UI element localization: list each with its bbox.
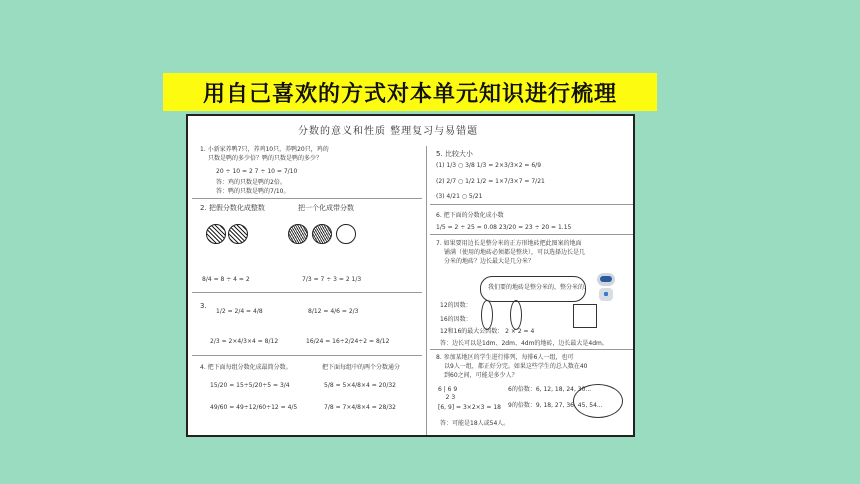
section-7-gcf: 12和16的最大公因数： 2 × 2 = 4: [440, 328, 535, 335]
speech-bubble-text: 我们要的地砖是整分米的，整分米的.: [488, 284, 586, 291]
section-4-formula: 7/8 = 7×4/8×4 = 28/32: [324, 404, 396, 411]
section-8-answer: 答：可能是18人或54人。: [440, 420, 510, 427]
section-5-line: (3) 4/21 ○ 5/21: [436, 193, 483, 200]
section-1-line: 只数是鸭的多少倍？鸭的只数是鸭的多少？: [208, 155, 323, 162]
section-7-factors: 16的因数：: [440, 316, 472, 323]
pie-diagram: [336, 224, 356, 244]
divider: [192, 355, 422, 356]
divider: [430, 204, 633, 205]
division-box: [573, 304, 597, 328]
section-5-line: (1) 1/3 ○ 3/8 1/3 = 2×3/3×2 = 6/9: [436, 162, 542, 169]
section-1-line: 答：鸡的只数是鸭的2倍。: [216, 179, 286, 186]
section-8-multiples: 6的倍数：6, 12, 18, 24, 30...: [508, 386, 592, 393]
section-2-subheading: 把一个化成带分数: [298, 204, 354, 212]
slide-title-banner: [163, 73, 657, 111]
divider: [430, 349, 633, 350]
divider: [192, 292, 422, 293]
section-6-line: 1/5 = 2 ÷ 25 = 0.08 23/20 = 23 ÷ 20 = 1.15: [436, 224, 572, 231]
section-8-line: 以9人一组，都正好分完。如果这些学生的总人数在40: [444, 363, 588, 370]
section-7-line: 铺满（使用的地砖必须都是整块），可以选择边长是几: [444, 249, 586, 256]
section-3-expansion: 1/2 = 2/4 = 4/8: [216, 308, 263, 315]
section-8-lcm: [6, 9] = 3×2×3 = 18: [438, 404, 501, 411]
section-7-answer: 答：边长可以是1dm、2dm、4dm的地砖，边长最大是4dm。: [440, 340, 608, 347]
section-1-line: 20 ÷ 10 = 2 7 ÷ 10 = 7/10: [216, 168, 298, 175]
section-1-line: 1. 小新家养鸭7只，养鸡10只，养鸭20只，鸡的: [200, 146, 329, 153]
section-4-formula: 5/8 = 5×4/8×4 = 20/32: [324, 382, 396, 389]
section-4-formula: 15/20 = 15÷5/20÷5 = 3/4: [210, 382, 290, 389]
pie-diagram: [206, 224, 226, 244]
section-7-line: 分米的地砖？边长最大是几分米？: [444, 258, 535, 265]
section-8-line: 到60之间，可能是多少人？: [444, 372, 518, 379]
section-4-heading: 4. 把下面每组分数化成最简分数。: [200, 364, 292, 371]
section-4-subheading: 把下面每组中的两个分数通分: [322, 364, 401, 371]
section-2-result: 8/4 = 8 ÷ 4 = 2: [202, 276, 250, 283]
divider: [430, 234, 633, 235]
circled-multiples: [573, 384, 623, 418]
section-2-result: 7/3 = 7 ÷ 3 = 2 1/3: [302, 276, 362, 283]
section-5-heading: 5. 比较大小: [436, 150, 473, 158]
column-divider: [426, 146, 427, 436]
section-2-heading: 2. 把假分数化成整数: [200, 204, 265, 212]
section-4-formula: 49/60 = 49÷12/60÷12 = 4/5: [210, 404, 298, 411]
section-1-line: 答：鸭的只数是鸭的7/10。: [216, 188, 290, 195]
worksheet-heading: 分数的意义和性质 整理复习与易错题: [298, 126, 479, 137]
section-7-line: 7. 如果要用边长是整分米的正方形地砖把此图案的地面: [436, 240, 582, 247]
section-3-heading: 3.: [200, 302, 207, 310]
section-3-expansion: 8/12 = 4/6 = 2/3: [308, 308, 359, 315]
section-3-formula: 2/3 = 2×4/3×4 = 8/12: [210, 338, 279, 345]
section-8-line: 8. 参加某地区的学生进行排列，每排6人一组，也可: [436, 354, 574, 361]
slide-title: 用自己喜欢的方式对本单元知识进行梳理: [202, 81, 617, 107]
lcm-work: 6 | 6 9 2 3: [438, 386, 458, 401]
pie-diagram: [312, 224, 332, 244]
section-3-formula: 16/24 = 16÷2/24÷2 = 8/12: [306, 338, 390, 345]
circled-factor: [481, 300, 493, 330]
section-6-heading: 6. 把下面的分数化成小数: [436, 212, 504, 219]
pie-diagram: [288, 224, 308, 244]
section-8-multiples: 9的倍数：9, 18, 27, 36, 45, 54...: [508, 402, 603, 409]
section-7-factors: 12的因数：: [440, 302, 472, 309]
circled-factor: [510, 300, 522, 330]
robot-icon: [595, 273, 617, 303]
pie-diagram: [228, 224, 248, 244]
worksheet-image: [186, 114, 635, 437]
section-5-line: (2) 2/7 ○ 1/2 1/2 = 1×7/3×7 = 7/21: [436, 178, 545, 185]
divider: [192, 198, 422, 199]
